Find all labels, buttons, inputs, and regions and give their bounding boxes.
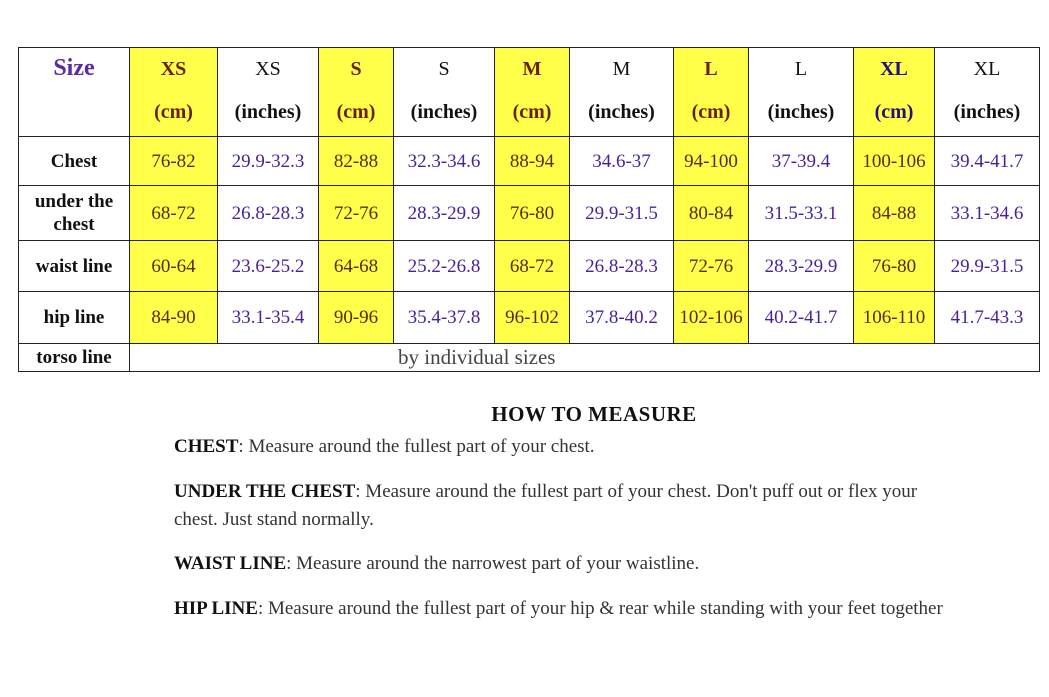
table-cell: 84-90 (130, 292, 218, 344)
table-cell: 64-68 (319, 241, 394, 292)
measure-text: : Measure around the narrowest part of your waistline. (286, 553, 700, 574)
column-unit-label: (inches) (767, 101, 835, 123)
table-cell: 28.3-29.9 (394, 186, 495, 241)
how-to-measure-heading (0, 402, 1049, 427)
table-cell: 33.1-35.4 (218, 292, 319, 344)
size-header-cell (19, 48, 130, 137)
column-header-xs-cm (130, 48, 218, 137)
column-unit-label: (inches) (410, 101, 478, 123)
column-header-m-cm (495, 48, 570, 137)
table-cell: 33.1-34.6 (935, 186, 1040, 241)
column-unit-label: (inches) (953, 101, 1021, 123)
row-label: waist line (19, 241, 130, 292)
size-chart-table (18, 47, 1040, 372)
table-row-hip-line (19, 292, 1040, 344)
column-header-l-cm (674, 48, 749, 137)
header-row (19, 48, 1040, 137)
table-cell: 76-80 (495, 186, 570, 241)
measure-term: UNDER THE CHEST (174, 481, 356, 502)
column-header-xs-inches (218, 48, 319, 137)
column-header-xl-inches (935, 48, 1040, 137)
table-cell: 31.5-33.1 (749, 186, 854, 241)
size-title: Size (53, 55, 95, 81)
table-cell: 37.8-40.2 (570, 292, 674, 344)
table-cell: 76-80 (854, 241, 935, 292)
table-row-chest (19, 137, 1040, 186)
column-header-s-inches (394, 48, 495, 137)
column-unit-label: (inches) (588, 101, 655, 123)
table-cell: 106-110 (854, 292, 935, 344)
column-unit-label: (cm) (336, 101, 376, 123)
row-label: under the chest (19, 186, 130, 241)
row-label: hip line (19, 292, 130, 344)
column-header-l-inches (749, 48, 854, 137)
table-cell: 25.2-26.8 (394, 241, 495, 292)
table-cell: 37-39.4 (749, 137, 854, 186)
column-size-label: L (794, 58, 808, 80)
column-unit-label: (cm) (512, 101, 552, 123)
table-cell: 29.9-31.5 (570, 186, 674, 241)
measure-instruction-under-the-chest (174, 478, 964, 534)
table-cell: 100-106 (854, 137, 935, 186)
measure-instruction-chest (174, 433, 964, 461)
table-cell: 96-102 (495, 292, 570, 344)
table-row-under-the-chest (19, 186, 1040, 241)
table-cell: 80-84 (674, 186, 749, 241)
table-cell: 29.9-31.5 (935, 241, 1040, 292)
table-cell: 35.4-37.8 (394, 292, 495, 344)
table-cell: 39.4-41.7 (935, 137, 1040, 186)
table-cell: 34.6-37 (570, 137, 674, 186)
table-cell: 90-96 (319, 292, 394, 344)
table-cell: 32.3-34.6 (394, 137, 495, 186)
measure-text: : Measure around the fullest part of your chest. Don't puff out or flex your chest. Just stand normally. (174, 481, 918, 530)
column-size-label: XL (973, 58, 1001, 80)
table-cell: 72-76 (674, 241, 749, 292)
table-cell: 28.3-29.9 (749, 241, 854, 292)
column-header-s-cm (319, 48, 394, 137)
table-cell: 88-94 (495, 137, 570, 186)
column-size-label: S (438, 58, 450, 80)
table-cell: 26.8-28.3 (218, 186, 319, 241)
column-unit-label: (cm) (691, 101, 731, 123)
table-row-waist-line (19, 241, 1040, 292)
column-size-label: XS (160, 58, 187, 80)
table-cell: 68-72 (495, 241, 570, 292)
table-cell: 84-88 (854, 186, 935, 241)
measure-instruction-waist-line (174, 550, 964, 578)
table-cell: 82-88 (319, 137, 394, 186)
column-size-label: XL (880, 58, 908, 80)
table-row-torso-line (19, 344, 1040, 372)
torso-value-cell: by individual sizes (130, 344, 1040, 372)
column-size-label: M (522, 58, 542, 80)
column-unit-label: (cm) (874, 101, 914, 123)
column-header-xl-cm (854, 48, 935, 137)
measure-term: CHEST (174, 436, 239, 457)
how-to-measure-title: HOW TO MEASURE (491, 402, 697, 426)
column-size-label: L (704, 58, 718, 80)
table-cell: 26.8-28.3 (570, 241, 674, 292)
measure-text: : Measure around the fullest part of your chest. (238, 436, 595, 457)
column-header-m-inches (570, 48, 674, 137)
row-label: Chest (19, 137, 130, 186)
measure-text: : Measure around the fullest part of your hip & rear while standing with your feet together (257, 598, 943, 619)
table-cell: 41.7-43.3 (935, 292, 1040, 344)
measure-term: WAIST LINE (174, 553, 287, 574)
column-unit-label: (cm) (154, 101, 193, 123)
table-cell: 68-72 (130, 186, 218, 241)
table-cell: 72-76 (319, 186, 394, 241)
table-cell: 76-82 (130, 137, 218, 186)
table-cell: 94-100 (674, 137, 749, 186)
table-cell: 40.2-41.7 (749, 292, 854, 344)
measure-instruction-hip-line (174, 595, 964, 623)
column-unit-label: (inches) (234, 101, 302, 123)
column-size-label: S (350, 58, 362, 80)
column-size-label: XS (255, 58, 281, 80)
table-cell: 60-64 (130, 241, 218, 292)
table-cell: 23.6-25.2 (218, 241, 319, 292)
table-cell: 29.9-32.3 (218, 137, 319, 186)
row-label: torso line (19, 344, 130, 372)
table-cell: 102-106 (674, 292, 749, 344)
column-size-label: M (612, 58, 631, 80)
measure-term: HIP LINE (174, 598, 258, 619)
